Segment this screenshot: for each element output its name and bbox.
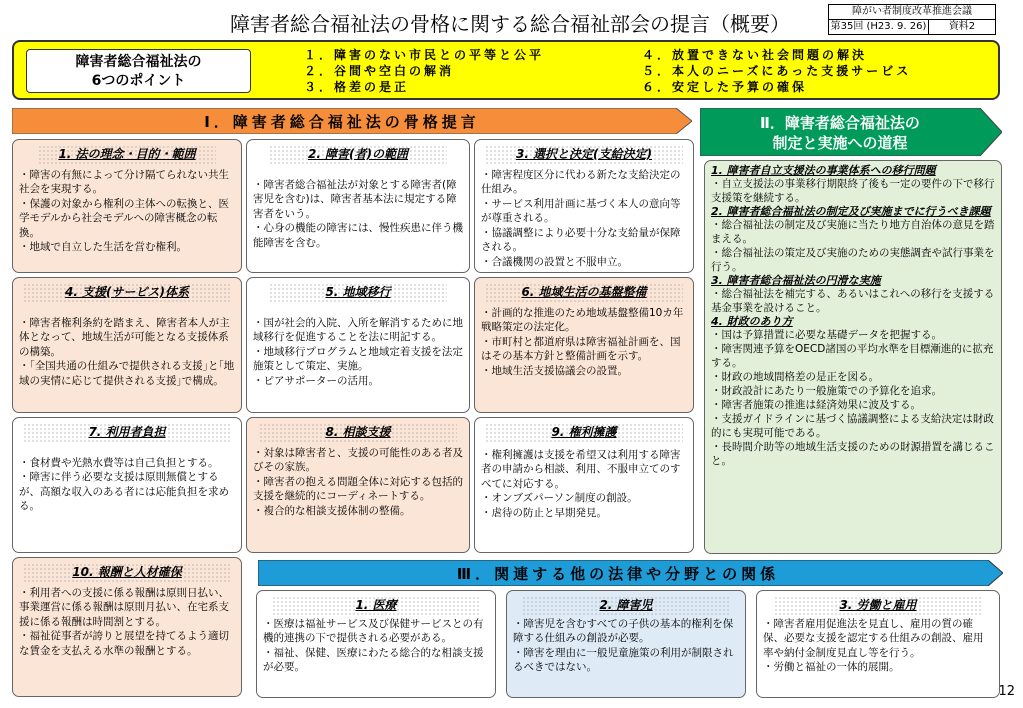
- box-head: 1. 法の理念・目的・範囲: [38, 145, 216, 164]
- box-consultation: [246, 417, 470, 553]
- box-body: ・計画的な推進のため地域基盤整備10カ年戦略策定の法定化。 ・市町村と都道府県は障害福祉計画を、国はその基本方針と整備計画を示す。 ・地域生活支援協議会の設置。: [481, 306, 684, 377]
- box-community-transition: [246, 277, 470, 413]
- section2-title-line2: 制定と実施への道程: [772, 134, 908, 152]
- six-points-panel: [12, 40, 1000, 100]
- box-selection-decision: [474, 139, 694, 273]
- six-points-title-line1: 障害者総合福祉法の: [75, 54, 202, 70]
- box-body: ・障害者雇用促進法を見直し、雇用の質の確保、必要な支援を認定する仕組みの創設、雇用率や納付金制度見直し等を行う。 ・労働と福祉の一体的展開。: [763, 617, 984, 673]
- box-user-burden: [12, 417, 242, 553]
- section1-banner: [12, 108, 692, 134]
- box-body: ・権利擁護は支援を希望又は利用する障害者の申請から相談、利用、不服申立てのすべてに対応する。 ・オンブズパーソン制度の創設。 ・虐待の防止と早期発見。: [481, 448, 681, 519]
- six-points-title-line2: 6つのポイント: [91, 73, 186, 89]
- page-number: 12: [998, 684, 1015, 699]
- box-head: 6. 地域生活の基盤整備: [485, 283, 683, 302]
- box-disability-scope: [246, 139, 470, 273]
- roadmap-heading: 3. 障害者総合福祉法の円滑な実施: [711, 274, 881, 287]
- box-head: 4. 支援(サービス)体系: [23, 283, 231, 302]
- point-item: ５．本人のニーズにあった支援サービス: [642, 64, 912, 78]
- box-head: 1. 医療: [272, 596, 480, 615]
- box-support-system: [12, 277, 242, 413]
- box-body: ・障害児を含むすべての子供の基本的権利を保障する仕組みの創設が必要。 ・障害を理由に一般児童施策の利用が制限されるべきではない。: [513, 617, 734, 673]
- document-label: 資料2: [948, 21, 976, 32]
- box-body: ・国が社会的入院、入所を解消するために地域移行を促進することを法に明記する。 ・地域移行プログラムと地域定着支援を法定施策として策定、実施。 ・ピアサポーターの活用。: [253, 316, 463, 387]
- section3-title: Ⅲ．関連する他の法律や分野との関係: [456, 565, 780, 583]
- box-medical: [256, 590, 496, 698]
- box-head: 8. 相談支援: [259, 423, 457, 442]
- box-head: 2. 障害児: [522, 596, 730, 615]
- roadmap-body: ・総合福祉法の制定及び実施に当たり地方自治体の意見を踏まえる。 ・総合福祉法の策定及び実施のための実態調査や試行事業を行う。: [711, 219, 995, 273]
- box-advocacy: [474, 417, 694, 553]
- point-item: ４．放置できない社会問題の解決: [642, 48, 868, 62]
- roadmap-panel: [704, 160, 1002, 554]
- roadmap-body: ・自立支援法の事業移行期限終了後も一定の要件の下で移行支援策を継続する。: [711, 178, 995, 204]
- section3-banner: [258, 560, 1003, 586]
- roadmap-heading: 4. 財政のあり方: [711, 315, 793, 328]
- roadmap-body: ・国は予算措置に必要な基礎データを把握する。 ・障害関連予算をOECD諸国の平均水準を目標漸進的に拡充する。 ・財政の地域間格差の是正を図る。 ・財政設計にあたり一般施策での予算化を追求。 ・障害者施策の推進は経済効果に波及する。 ・支援ガイドラインに基づく協議調整による支給決定は財政的にも実現可能である。 ・長時間介助等の地域生活支援のための財源措置を講じること。: [711, 329, 995, 467]
- meeting-name: 障がい者制度改革推進会議: [829, 5, 995, 20]
- box-body: ・食材費や光熱水費等は自己負担とする。 ・障害に伴う必要な支援は原則無償とするが、高額な収入のある者には応能負担を求める。: [19, 456, 229, 512]
- box-head: 7. 利用者負担: [23, 423, 231, 442]
- box-body: ・障害者権利条約を踏まえ、障害者本人が主体となって、地域生活が可能となる支援体系の構築。 ・｢全国共通の仕組みで提供される支援｣と｢地域の実情に応じて提供される支援｣で構成。: [19, 316, 235, 387]
- section2-banner: [700, 108, 1002, 156]
- point-item: １．障害のない市民との平等と公平: [304, 48, 545, 62]
- six-points-title: [26, 49, 251, 93]
- box-head: 5. 地域移行: [269, 283, 447, 302]
- meeting-label: [828, 4, 996, 35]
- point-item: ２．谷間や空白の解消: [304, 64, 455, 78]
- meeting-session: 第35回 (H23. 9. 26): [829, 20, 929, 34]
- box-head: 2. 障害(者)の範囲: [269, 145, 447, 164]
- box-body: ・利用者への支援に係る報酬は原則日払い、事業運営に係る報酬は原則月払い、在宅系支援に係る報酬は時間割とする。 ・福祉従事者が誇りと展望を持てるよう適切な賃金を支払える水準の報酬とする。: [19, 586, 229, 657]
- point-item: ６．安定した予算の確保: [642, 80, 808, 94]
- box-head: 10. 報酬と人材確保: [23, 563, 231, 582]
- roadmap-heading: 2. 障害者総合福祉法の制定及び実施までに行うべき課題: [711, 205, 991, 218]
- roadmap-heading: 1. 障害者自立支援法の事業体系への移行問題: [711, 164, 936, 177]
- box-philosophy: [12, 139, 242, 273]
- roadmap-body: ・総合福祉法を補完する、あるいはこれへの移行を支援する基金事業を設けること。: [711, 288, 995, 314]
- box-head: 9. 権利擁護: [485, 423, 683, 442]
- box-body: ・障害者総合福祉法が対象とする障害者(障害児を含む)は、障害者基本法に規定する障害者をいう。 ・心身の機能の障害には、慢性疾患に伴う機能障害を含む。: [253, 178, 463, 249]
- box-children: [506, 590, 746, 698]
- box-employment: [756, 590, 1000, 698]
- box-head: 3. 労働と雇用: [774, 596, 982, 615]
- box-head: 3. 選択と決定(支給決定): [485, 145, 683, 164]
- box-body: ・医療は福祉サービス及び保健サービスとの有機的連携の下で提供される必要がある。 ・福祉、保健、医療にわたる総合的な相談支援が必要。: [263, 617, 484, 673]
- section1-title: Ⅰ．障害者総合福祉法の骨格提言: [204, 113, 480, 131]
- box-body: ・障害の有無によって分け隔てられない共生社会を実現する。 ・保護の対象から権利の主体への転換と、医学モデルから社会モデルへの障害概念の転換。 ・地域で自立した生活を営む権利。: [19, 168, 229, 253]
- page-title: 障害者総合福祉法の骨格に関する総合福祉部会の提言（概要）: [230, 12, 790, 36]
- point-item: ３．格差の是正: [304, 80, 410, 94]
- box-body: ・障害程度区分に代わる新たな支給決定の仕組み。 ・サービス利用計画に基づく本人の意向等が尊重される。 ・協議調整により必要十分な支給量が保障される。 ・合議機関の設置と不服申立。: [481, 168, 681, 268]
- box-compensation: [12, 557, 242, 697]
- section2-title-line1: Ⅱ．障害者総合福祉法の: [760, 114, 920, 132]
- box-infrastructure: [474, 277, 694, 413]
- box-body: ・対象は障害者と、支援の可能性のある者及びその家族。 ・障害者の抱える問題全体に対応する包括的支援を継続的にコーディネートする。 ・複合的な相談支援体制の整備。: [253, 446, 463, 517]
